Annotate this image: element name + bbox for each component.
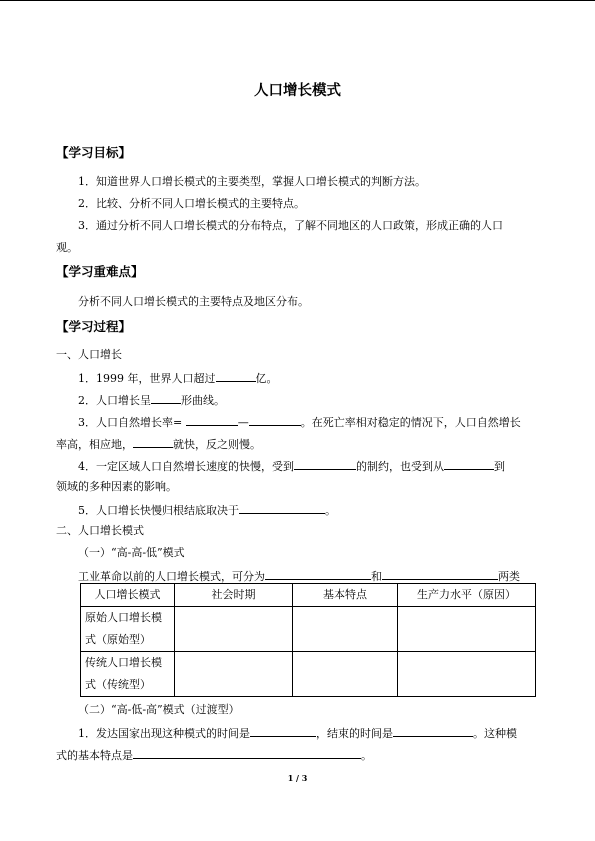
table-header: 社会时期	[175, 584, 293, 607]
table-header: 生产力水平（原因）	[398, 584, 536, 607]
q4-text-2: 的制约，也受到从	[356, 460, 444, 473]
goal-item: 2．比较、分析不同人口增长模式的主要特点。	[78, 197, 305, 210]
q3-text-2: 。在死亡率相对稳定的情况下，人口自然增长	[300, 416, 521, 429]
question-1	[78, 370, 278, 386]
p1-text: 1．发达国家出现这种模式的时间是	[78, 727, 250, 740]
p1-text-4: 式的基本特点是	[56, 749, 133, 762]
goal-item: 3．通过分析不同人口增长模式的分布特点，了解不同地区的人口政策，形成正确的人口	[78, 219, 503, 232]
top-border	[0, 0, 595, 1]
question-3-cont	[56, 436, 261, 452]
q3-text-3: 率高，相应地，	[56, 438, 133, 451]
table-header-row	[81, 584, 536, 607]
goals-heading: 【学习目标】	[56, 145, 132, 160]
pattern-table	[80, 583, 536, 697]
question-5	[78, 502, 336, 518]
answer-blank[interactable]	[133, 747, 361, 759]
key-heading: 【学习重难点】	[56, 264, 144, 279]
answer-blank[interactable]	[216, 370, 256, 382]
question-2	[78, 392, 225, 408]
question-4-cont: 领域的多种因素的影响。	[56, 480, 177, 493]
table-row	[81, 607, 536, 652]
subsection-title: （二）“高-低-高”模式（过渡型）	[78, 703, 240, 716]
answer-blank[interactable]	[265, 568, 371, 580]
intro-text: 工业革命以前的人口增长模式，可分为	[78, 570, 265, 583]
q1-suffix: 亿。	[255, 372, 278, 385]
answer-blank[interactable]	[239, 502, 325, 514]
table-cell: 传统人口增长模式（传统型）	[81, 652, 175, 697]
table-header: 人口增长模式	[81, 584, 175, 607]
q3-dash: —	[237, 416, 249, 429]
section-title: 二、人口增长模式	[56, 524, 144, 537]
q2-text: 2．人口增长呈	[78, 394, 151, 407]
subsection-title: （一）“高-高-低”模式	[78, 546, 185, 559]
page-title: 人口增长模式	[254, 83, 341, 99]
question-3	[78, 414, 521, 430]
goal-item: 1．知道世界人口增长模式的主要类型，掌握人口增长模式的判断方法。	[78, 175, 426, 188]
answer-blank[interactable]	[151, 392, 181, 404]
table-cell[interactable]	[293, 652, 398, 697]
answer-blank[interactable]	[133, 436, 173, 448]
answer-blank[interactable]	[382, 568, 498, 580]
p1-text-2: ，结束的时间是	[316, 727, 393, 740]
question-4	[78, 458, 505, 474]
table-cell[interactable]	[175, 652, 293, 697]
paragraph-1	[78, 725, 517, 741]
goal-item: 观。	[56, 241, 78, 254]
table-cell[interactable]	[398, 607, 536, 652]
q1-text: 1．1999 年，世界人口超过	[78, 372, 216, 385]
answer-blank[interactable]	[186, 414, 238, 426]
page-number: 1 / 3	[287, 773, 308, 783]
paragraph-1-cont	[56, 747, 372, 763]
answer-blank[interactable]	[250, 725, 316, 737]
p1-suffix: 。	[361, 749, 372, 762]
q4-text: 4．一定区域人口自然增长速度的快慢，受到	[78, 460, 294, 473]
process-heading: 【学习过程】	[56, 319, 132, 334]
intro-text-2: 和	[371, 570, 382, 583]
answer-blank[interactable]	[444, 458, 494, 470]
q3-text: 3．人口自然增长率=	[78, 416, 183, 429]
table-row	[81, 652, 536, 697]
answer-blank[interactable]	[393, 725, 473, 737]
table-cell[interactable]	[175, 607, 293, 652]
q5-suffix: 。	[325, 504, 336, 517]
q4-text-3: 到	[494, 460, 505, 473]
p1-text-3: 。这种模	[473, 727, 517, 740]
section-title: 一、人口增长	[56, 348, 122, 361]
answer-blank[interactable]	[249, 414, 301, 426]
table-cell: 原始人口增长模式（原始型）	[81, 607, 175, 652]
table-cell[interactable]	[398, 652, 536, 697]
table-cell[interactable]	[293, 607, 398, 652]
q2-suffix: 形曲线。	[181, 394, 225, 407]
intro-text-3: 两类	[498, 570, 520, 583]
q3-text-4: 就快，反之则慢。	[173, 438, 261, 451]
answer-blank[interactable]	[294, 458, 356, 470]
q5-text: 5．人口增长快慢归根结底取决于	[78, 504, 239, 517]
table-header: 基本特点	[293, 584, 398, 607]
intro-line	[78, 568, 520, 584]
key-text: 分析不同人口增长模式的主要特点及地区分布。	[78, 295, 309, 308]
